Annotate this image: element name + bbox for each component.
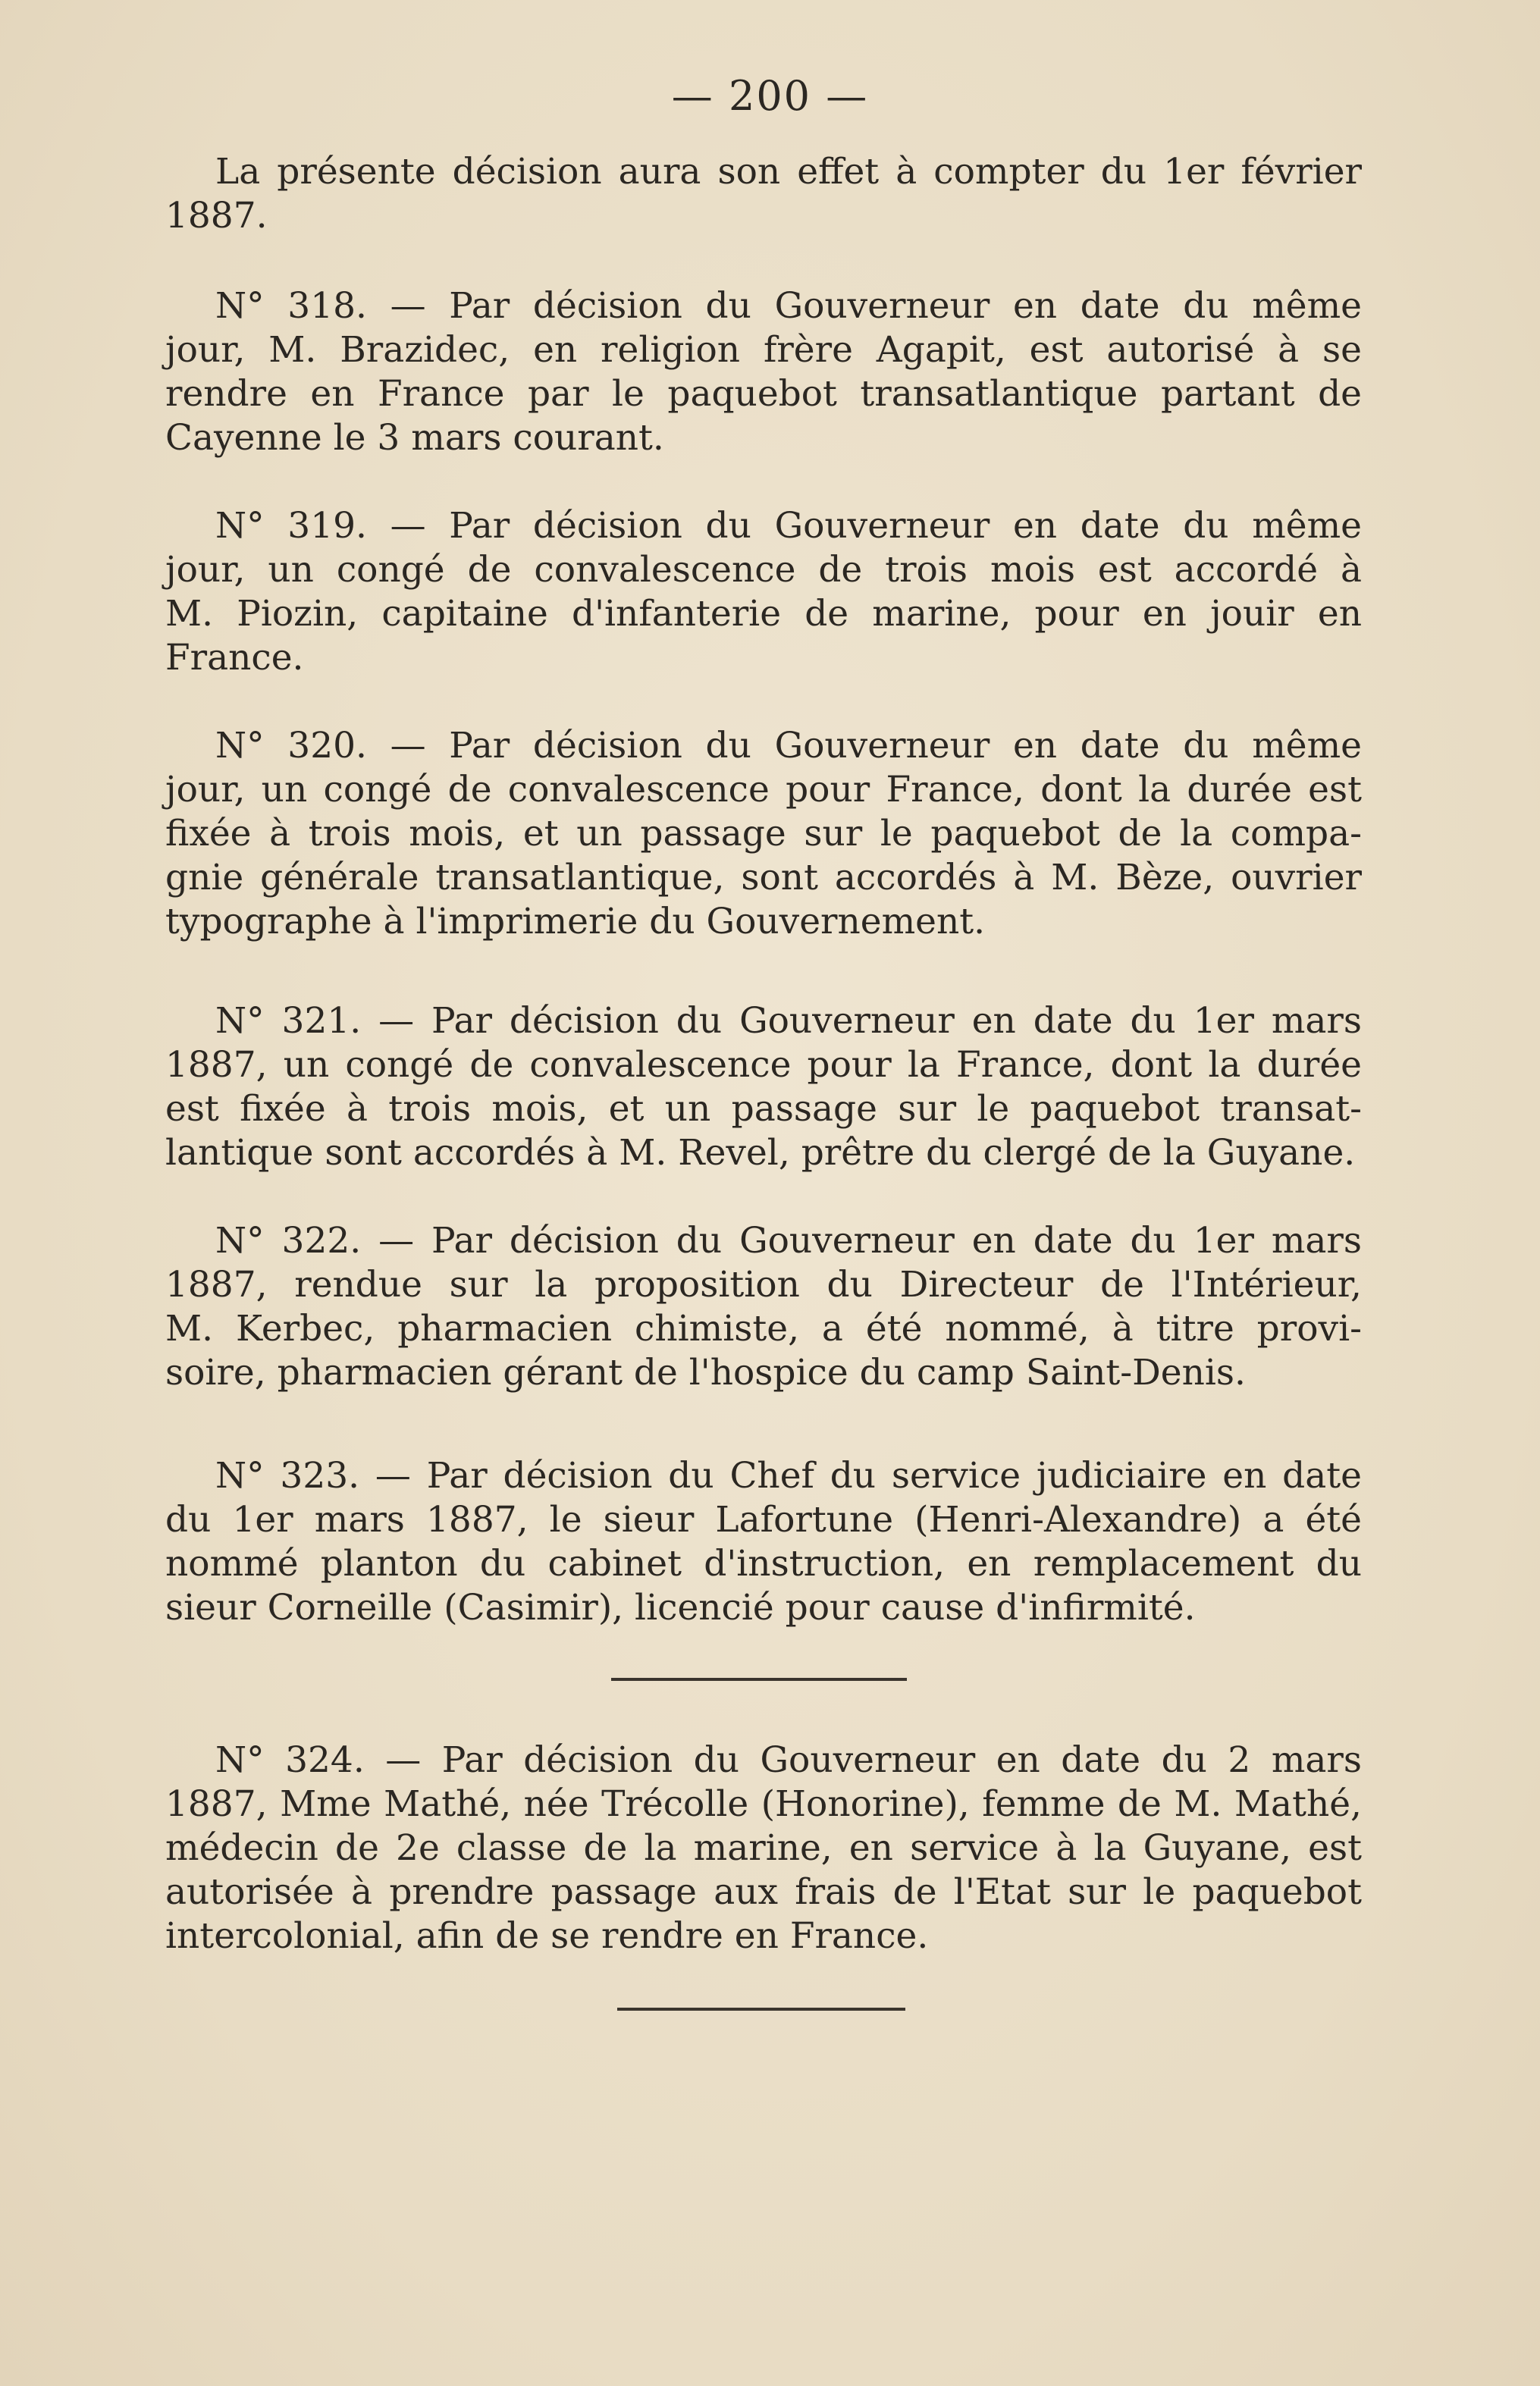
end-rule bbox=[617, 2008, 905, 2011]
text-line: La présente décision aura son effet à compter du 1er février bbox=[215, 151, 1362, 193]
text-line: 1887, rendue sur la proposition du Directeur de l'Intérieur, bbox=[165, 1264, 1362, 1306]
decision-322 bbox=[165, 1219, 1362, 1395]
text-line: sieur Corneille (Casimir), licencié pour cause d'infirmité. bbox=[165, 1587, 1196, 1629]
intro-paragraph bbox=[165, 150, 1362, 238]
text-line: N° 323. — Par décision du Chef du service judiciaire en date bbox=[215, 1455, 1362, 1497]
section-separator bbox=[611, 1678, 907, 1681]
text-line: rendre en France par le paquebot transatlantique partant de bbox=[165, 373, 1362, 415]
text-line: médecin de 2e classe de la marine, en service à la Guyane, est bbox=[165, 1827, 1362, 1869]
text-line: N° 324. — Par décision du Gouverneur en date du 2 mars bbox=[215, 1739, 1362, 1781]
text-line: 1887, Mme Mathé, née Trécolle (Honorine), femme de M. Mathé, bbox=[165, 1783, 1362, 1825]
page-number: — 200 — bbox=[671, 72, 869, 120]
text-line: intercolonial, afin de se rendre en France. bbox=[165, 1915, 929, 1957]
text-line: typographe à l'imprimerie du Gouvernement. bbox=[165, 901, 986, 942]
text-line: du 1er mars 1887, le sieur Lafortune (Henri-Alexandre) a été bbox=[165, 1499, 1362, 1541]
text-line: France. bbox=[165, 637, 304, 679]
text-line: nommé planton du cabinet d'instruction, en remplacement du bbox=[165, 1543, 1362, 1585]
decision-321 bbox=[165, 999, 1362, 1175]
text-line: fixée à trois mois, et un passage sur le paquebot de la compa- bbox=[165, 813, 1362, 854]
text-line: N° 318. — Par décision du Gouverneur en date du même bbox=[215, 285, 1362, 327]
decision-320 bbox=[165, 724, 1362, 944]
text-line: est fixée à trois mois, et un passage sur le paquebot transat- bbox=[165, 1088, 1362, 1130]
decision-324 bbox=[165, 1739, 1362, 1958]
text-line: gnie générale transatlantique, sont accordés à M. Bèze, ouvrier bbox=[165, 857, 1362, 898]
text-line: jour, un congé de convalescence de trois mois est accordé à bbox=[165, 549, 1362, 591]
decision-318 bbox=[165, 284, 1362, 460]
text-line: jour, un congé de convalescence pour France, dont la durée est bbox=[165, 769, 1362, 810]
text-line: M. Kerbec, pharmacien chimiste, a été nommé, à titre provi- bbox=[165, 1308, 1362, 1350]
text-line: soire, pharmacien gérant de l'hospice du camp Saint-Denis. bbox=[165, 1352, 1246, 1394]
text-line: N° 322. — Par décision du Gouverneur en date du 1er mars bbox=[215, 1220, 1362, 1262]
decision-319 bbox=[165, 504, 1362, 680]
text-line: autorisée à prendre passage aux frais de l'Etat sur le paquebot bbox=[165, 1871, 1362, 1913]
text-line: 1887, un congé de convalescence pour la France, dont la durée bbox=[165, 1044, 1362, 1086]
text-line: N° 320. — Par décision du Gouverneur en date du même bbox=[215, 725, 1362, 767]
text-line: 1887. bbox=[165, 195, 268, 237]
decision-323 bbox=[165, 1454, 1362, 1630]
text-line: M. Piozin, capitaine d'infanterie de marine, pour en jouir en bbox=[165, 593, 1362, 635]
text-line: N° 321. — Par décision du Gouverneur en date du 1er mars bbox=[215, 1000, 1362, 1042]
text-line: jour, M. Brazidec, en religion frère Agapit, est autorisé à se bbox=[165, 329, 1362, 371]
text-line: N° 319. — Par décision du Gouverneur en date du même bbox=[215, 505, 1362, 547]
text-line: lantique sont accordés à M. Revel, prêtre du clergé de la Guyane. bbox=[165, 1132, 1356, 1174]
text-line: Cayenne le 3 mars courant. bbox=[165, 417, 664, 459]
